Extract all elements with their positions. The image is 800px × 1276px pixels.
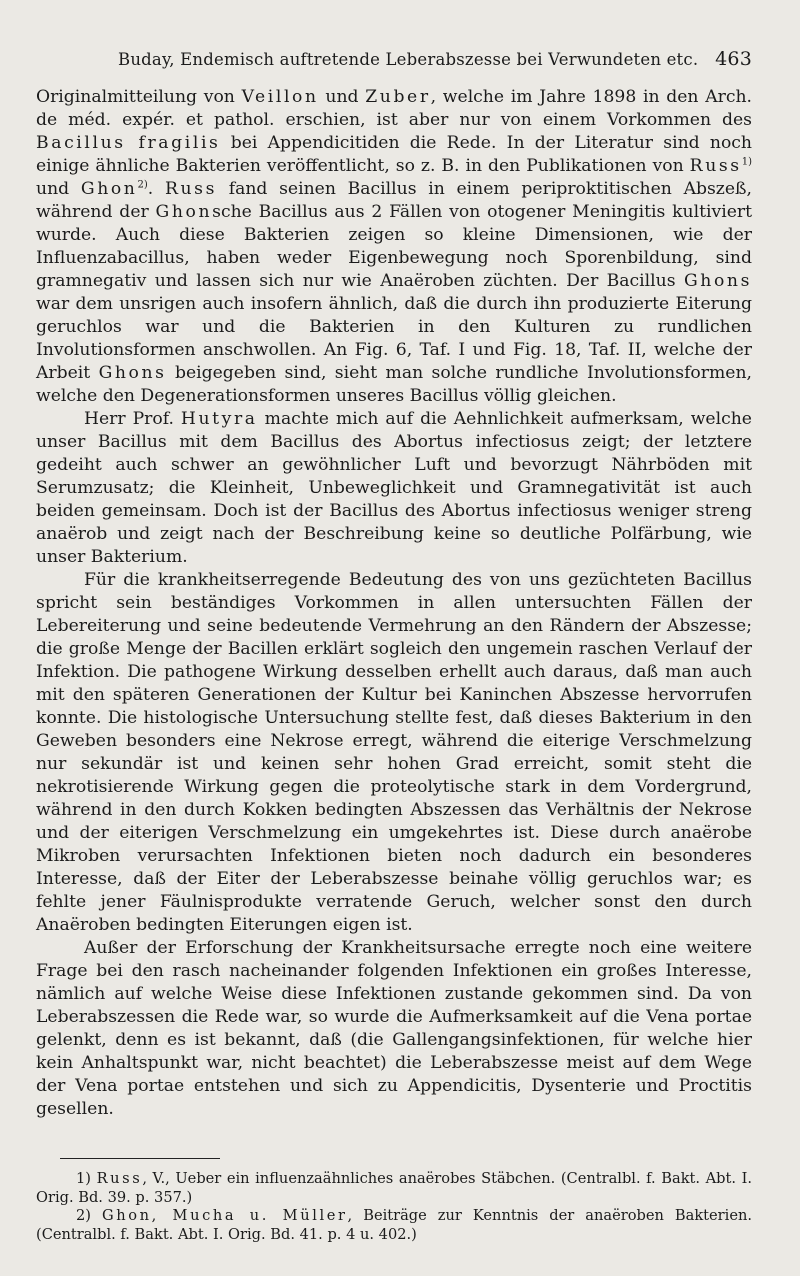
- text-run: und: [318, 87, 366, 107]
- spaced-name: Zuber: [365, 87, 431, 107]
- footnote: [36, 1170, 752, 1207]
- text-run: Originalmitteilung von: [36, 87, 242, 107]
- spaced-name: Ghon: [80, 179, 138, 199]
- spaced-name: Hutyra: [180, 409, 258, 429]
- spaced-name: Ghon: [155, 202, 213, 222]
- spaced-name: Ghons: [98, 363, 167, 383]
- text-run: 2): [76, 1207, 103, 1224]
- text-run: fand seinen Bacillus in einem periproktitischen Abszeß, während der: [36, 179, 752, 222]
- spaced-name: Veillon: [241, 87, 319, 107]
- text-run: Herr Prof.: [84, 409, 181, 429]
- text-run: war dem unsrigen auch insofern ähnlich, daß die durch ihn produzierte Eiterung geruchlos war und die Bakterien in den Kulturen zu rundlichen Involutionsformen anschwollen. An Fig. 6, Taf. I und Fig. 18, Taf. II, welche der Arbeit: [36, 294, 752, 383]
- spaced-name: Russ: [689, 156, 742, 176]
- text-run: Außer der Erforschung der Krankheitsursache erregte noch eine weitere Frage bei den rasch nacheinander folgenden Infektionen ein großes Interesse, nämlich auf welche Weise diese Infektionen zustande gekommen sind. Da von Leberabszessen die Rede war, so wurde die Aufmerksamkeit auf die Vena portae gelenkt, denn es ist bekannt, daß (die Gallengangsinfektionen, für welche hier kein Anhaltspunkt war, nicht beachtet) die Leberabszesse meist auf dem Wege der Vena portae entstehen und sich zu Appendicitis, Dysenterie und Proctitis gesellen.: [36, 938, 752, 1119]
- text-run: beigegeben sind, sieht man solche rundliche Involutionsformen, welche den Degenerationsformen unseres Bacillus völlig gleichen.: [36, 363, 753, 406]
- paragraph: [36, 569, 752, 937]
- spaced-name: Russ: [164, 179, 217, 199]
- spaced-name: Russ: [96, 1170, 143, 1187]
- footnote-rule: [60, 1158, 220, 1159]
- paragraph: [36, 408, 752, 569]
- text-run: bei Appendicitiden die Rede. In der Literatur sind noch einige ähnliche Bakterien veröffentlicht, so z. B. in den Publikationen von: [36, 133, 753, 176]
- footnote: [36, 1207, 752, 1244]
- footnote-reference: 2): [137, 179, 148, 191]
- text-run: , welche im Jahre 1898 in den Arch. de méd. expér. et pathol. erschien, ist aber nur von einem Vorkommen des: [36, 87, 752, 130]
- page-number: 463: [715, 48, 752, 70]
- text-run: und: [36, 179, 81, 199]
- paragraph: [36, 937, 752, 1121]
- footnote-reference: 1): [741, 156, 752, 168]
- paragraph: [36, 86, 752, 408]
- running-title: Buday, Endemisch auftretende Leberabszesse bei Verwundeten etc.: [118, 50, 699, 69]
- text-run: sche Bacillus aus 2 Fällen von otogener Meningitis kultiviert wurde. Auch diese Bakterien zeigen so kleine Dimensionen, wie der Influenzabacillus, haben weder Eigenbewegung noch Sporenbildung, sind gramnegativ und lassen sich nur wie Anaëroben züchten. Der Bacillus: [36, 202, 752, 291]
- text-run: machte mich auf die Aehnlichkeit aufmerksam, welche unser Bacillus mit dem Bacillus des Abortus infectiosus zeigt; der letztere gedeiht auch schwer an gewöhnlicher Luft und bevorzugt Nährböden mit Serumzusatz; die Kleinheit, Unbeweglichkeit und Gramnegativität ist auch beiden gemeinsam. Doch ist der Bacillus des Abortus infectiosus weniger streng anaërob und zeigt nach der Beschreibung keine so deutliche Polfärbung, wie unser Bakterium.: [36, 409, 752, 567]
- spaced-name: Bacillus fragilis: [36, 133, 221, 153]
- footnotes: [36, 1170, 752, 1244]
- text-run: Für die krankheitserregende Bedeutung des von uns gezüchteten Bacillus spricht sein beständiges Vorkommen in allen untersuchten Fällen der Lebereiterung und seine bedeutende Vermehrung an den Rändern der Abszesse; die große Menge der Bacillen erklärt sogleich den ungemein raschen Verlauf der Infektion. Die pathogene Wirkung desselben erhellt auch daraus, daß man auch mit den späteren Generationen der Kultur bei Kaninchen Abszesse hervorrufen konnte. Die histologische Untersuchung stellte fest, daß dieses Bakterium in den Geweben besonders eine Nekrose erregt, während die eiterige Verschmelzung nur sekundär ist und keinen sehr hohen Grad erreicht, somit steht die nekrotisierende Wirkung gegen die proteolytische stark in dem Vordergrund, während in den durch Kokken bedingten Abszessen das Verhältnis der Nekrose und der eiterigen Verschmelzung ein umgekehrtes ist. Diese durch anaërobe Mikroben verursachten Infektionen bieten noch dadurch ein besonderes Interesse, daß der Eiter der Leberabszesse beinahe völlig geruchlos war; es fehlte jener Fäulnisprodukte verratende Geruch, welcher sonst den durch Anaëroben bedingten Eiterungen eigen ist.: [36, 570, 752, 935]
- spaced-name: Ghons: [683, 271, 752, 291]
- text-run: 1): [76, 1170, 97, 1187]
- text-run: , V., Ueber ein influenzaähnliches anaërobes Stäbchen. (Centralbl. f. Bakt. Abt. I. Orig. Bd. 39. p. 357.): [36, 1170, 752, 1206]
- body-text: [36, 86, 752, 1121]
- text-run: .: [147, 179, 165, 199]
- page-header: [118, 44, 752, 74]
- text-run: , Beiträge zur Kenntnis der anaëroben Bakterien. (Centralbl. f. Bakt. Abt. I. Orig. Bd. 41. p. 4 u. 402.): [36, 1207, 752, 1243]
- spaced-name: Ghon, Mucha u. Müller: [102, 1207, 348, 1224]
